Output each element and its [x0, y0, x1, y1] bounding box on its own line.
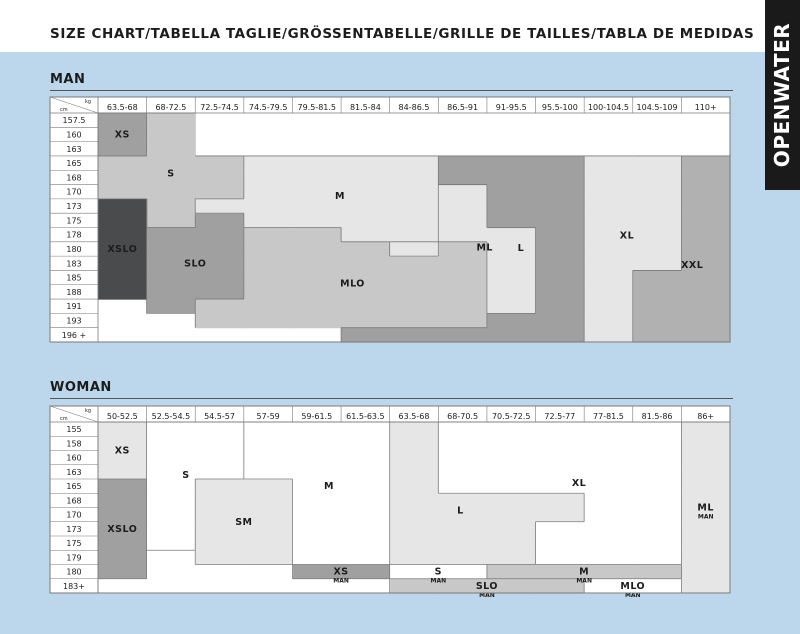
woman-zone-cell	[244, 565, 293, 580]
woman-height-label: 183+	[63, 581, 85, 591]
woman-zone-cell	[147, 550, 196, 565]
woman-height-label: 170	[66, 510, 82, 520]
woman-zone-cell	[584, 508, 633, 523]
woman-zone-cell	[195, 465, 244, 480]
man-zone-label: M	[335, 191, 346, 203]
woman-height-label: 158	[66, 439, 82, 449]
woman-zone-cell	[292, 451, 341, 466]
woman-zone-cell	[487, 565, 536, 580]
man-weight-header: 74.5-79.5	[248, 103, 288, 112]
woman-zone-cell	[536, 451, 585, 466]
woman-zone-cell	[195, 422, 244, 437]
woman-zone-cell	[438, 422, 487, 437]
woman-zone-cell	[390, 422, 439, 437]
man-height-label: 183	[66, 259, 82, 269]
woman-zone-cell	[341, 479, 390, 494]
woman-zone-label: S	[434, 566, 442, 578]
woman-zone-cell	[390, 536, 439, 551]
woman-zone-cell	[147, 508, 196, 523]
woman-zone-cell	[438, 465, 487, 480]
woman-zone-cell	[292, 479, 341, 494]
man-zone-label: L	[517, 242, 525, 254]
man-height-label: 157.5	[62, 116, 86, 126]
woman-zone-cell	[195, 479, 244, 494]
woman-zone-cell	[487, 550, 536, 565]
woman-zone-cell	[390, 522, 439, 537]
man-height-label: 196 +	[61, 330, 87, 340]
woman-zone-cell	[681, 536, 730, 551]
woman-zone-sublabel: MAN	[624, 591, 641, 599]
woman-zone-cell	[292, 422, 341, 437]
man-height-label: 188	[66, 287, 82, 297]
woman-zone-cell	[341, 465, 390, 480]
woman-zone-cell	[292, 550, 341, 565]
woman-zone-cell	[584, 436, 633, 451]
woman-height-label: 165	[66, 482, 82, 492]
woman-zone-cell	[681, 465, 730, 480]
woman-weight-header: 63.5-68	[398, 412, 430, 421]
woman-zone-cell	[536, 508, 585, 523]
woman-zone-cell	[633, 508, 682, 523]
woman-height-label: 175	[66, 539, 82, 549]
woman-zone-cell	[195, 550, 244, 565]
woman-zone-label: SLO	[475, 580, 498, 592]
woman-weight-header: 52.5-54.5	[151, 412, 191, 421]
woman-zone-cell	[584, 479, 633, 494]
woman-zone-cell	[487, 436, 536, 451]
woman-zone-cell	[390, 465, 439, 480]
woman-zone-cell	[147, 522, 196, 537]
man-zone-label: S	[167, 168, 175, 180]
woman-zone-cell	[438, 451, 487, 466]
woman-zone-cell	[681, 565, 730, 580]
woman-cm-unit: cm	[60, 416, 68, 422]
man-weight-header: 68-72.5	[155, 103, 187, 112]
woman-zone-cell	[438, 479, 487, 494]
brand-label: OPENWATER	[770, 22, 794, 168]
man-height-label: 165	[66, 159, 82, 169]
man-height-label: 178	[66, 230, 82, 240]
man-kg-unit: kg	[85, 99, 92, 105]
woman-zone-cell	[681, 422, 730, 437]
woman-zone-cell	[681, 579, 730, 594]
man-zone-label: XS	[114, 129, 130, 141]
man-height-label: 168	[66, 173, 82, 183]
woman-zone-cell	[584, 465, 633, 480]
woman-zone-cell	[195, 436, 244, 451]
woman-weight-header: 57-59	[256, 412, 280, 421]
woman-height-label: 163	[66, 467, 82, 477]
woman-zone-sublabel: MAN	[576, 577, 592, 585]
woman-zone-cell	[341, 422, 390, 437]
woman-zone-cell	[244, 579, 293, 594]
woman-zone-cell	[244, 422, 293, 437]
woman-zone-cell	[244, 436, 293, 451]
woman-zone-cell	[633, 465, 682, 480]
woman-zone-label: XL	[571, 478, 587, 490]
woman-weight-header: 86+	[697, 412, 715, 421]
man-weight-header: 91-95.5	[495, 103, 527, 112]
woman-zone-label: M	[323, 481, 334, 493]
woman-zone-cell	[390, 550, 439, 565]
man-zone-label: SLO	[184, 258, 207, 270]
man-cm-unit: cm	[60, 107, 68, 113]
woman-zone-cell	[487, 493, 536, 508]
woman-zone-cell	[487, 536, 536, 551]
woman-zone-cell	[487, 465, 536, 480]
woman-zone-cell	[536, 493, 585, 508]
woman-zone-cell	[681, 550, 730, 565]
woman-zone-cell	[98, 493, 147, 508]
woman-zone-label: L	[457, 505, 464, 517]
woman-zone-cell	[244, 451, 293, 466]
man-weight-header: 95.5-100	[541, 103, 578, 112]
woman-zone-cell	[536, 550, 585, 565]
man-weight-header: 100-104.5	[587, 103, 629, 112]
woman-height-label: 180	[66, 567, 82, 577]
woman-zone-cell	[341, 522, 390, 537]
man-weight-header: 84-86.5	[398, 103, 430, 112]
man-weight-header: 110+	[694, 103, 717, 112]
man-zone-label: ML	[476, 242, 493, 254]
woman-zone-cell	[390, 436, 439, 451]
woman-zone-cell	[487, 522, 536, 537]
woman-zone-sublabel: MAN	[479, 591, 495, 599]
woman-zone-cell	[390, 493, 439, 508]
man-height-label: 185	[66, 273, 82, 283]
woman-zone-cell	[536, 436, 585, 451]
woman-zone-cell	[244, 536, 293, 551]
woman-zone-cell	[98, 508, 147, 523]
man-height-label: 175	[66, 216, 82, 226]
woman-zone-cell	[147, 422, 196, 437]
woman-zone-label: M	[579, 566, 590, 578]
woman-zone-cell	[487, 451, 536, 466]
woman-zone-cell	[292, 508, 341, 523]
man-weight-header: 86.5-91	[447, 103, 479, 112]
woman-zone-cell	[487, 508, 536, 523]
woman-zone-cell	[536, 422, 585, 437]
woman-zone-cell	[341, 536, 390, 551]
woman-zone-cell	[292, 493, 341, 508]
woman-zone-cell	[98, 422, 147, 437]
woman-zone-cell	[584, 493, 633, 508]
woman-zone-cell	[195, 451, 244, 466]
woman-weight-header: 54.5-57	[204, 412, 235, 421]
woman-zone-cell	[633, 422, 682, 437]
man-height-label: 160	[66, 130, 82, 140]
woman-zone-cell	[633, 436, 682, 451]
woman-zone-cell	[195, 579, 244, 594]
woman-zone-cell	[633, 565, 682, 580]
man-zone-label: XSLO	[107, 243, 138, 255]
woman-zone-cell	[633, 479, 682, 494]
woman-zone-cell	[147, 479, 196, 494]
woman-zone-cell	[633, 550, 682, 565]
woman-zone-sublabel: MAN	[697, 513, 714, 521]
man-heading: MAN	[50, 72, 86, 87]
woman-zone-cell	[292, 522, 341, 537]
woman-zone-cell	[341, 508, 390, 523]
woman-zone-cell	[633, 451, 682, 466]
man-height-label: 163	[66, 144, 82, 154]
man-weight-header: 104.5-109	[636, 103, 678, 112]
woman-zone-cell	[633, 536, 682, 551]
woman-zone-cell	[438, 536, 487, 551]
woman-height-label: 155	[66, 425, 82, 435]
woman-weight-header: 72.5-77	[544, 412, 576, 421]
woman-zone-cell	[390, 508, 439, 523]
woman-zone-cell	[195, 493, 244, 508]
man-height-label: 173	[66, 202, 82, 212]
woman-zone-cell	[147, 565, 196, 580]
woman-zone-cell	[584, 522, 633, 537]
man-zone-label: MLO	[340, 278, 365, 290]
woman-weight-header: 77-81.5	[593, 412, 624, 421]
woman-height-label: 168	[66, 496, 82, 506]
woman-zone-cell	[633, 522, 682, 537]
woman-zone-cell	[98, 579, 147, 594]
man-weight-header: 79.5-81.5	[297, 103, 337, 112]
woman-zone-cell	[147, 493, 196, 508]
man-weight-header: 81.5-84	[349, 103, 381, 112]
woman-zone-cell	[681, 479, 730, 494]
woman-zone-cell	[341, 451, 390, 466]
woman-zone-cell	[292, 536, 341, 551]
woman-zone-cell	[438, 522, 487, 537]
woman-kg-unit: kg	[85, 408, 92, 414]
page-title: SIZE CHART/TABELLA TAGLIE/GRÖSSENTABELLE/GRILLE DE TAILLES/TABLA DE MEDIDAS	[50, 26, 755, 42]
woman-zone-cell	[341, 550, 390, 565]
woman-height-label: 179	[66, 553, 82, 563]
woman-zone-cell	[98, 550, 147, 565]
man-zone-label: XXL	[681, 259, 704, 271]
woman-zone-cell	[487, 422, 536, 437]
woman-zone-label: XS	[333, 566, 349, 578]
woman-zone-cell	[244, 550, 293, 565]
man-zone-label: XL	[619, 230, 635, 242]
woman-zone-cell	[584, 451, 633, 466]
woman-zone-cell	[438, 550, 487, 565]
woman-zone-label: SM	[235, 516, 253, 528]
woman-heading: WOMAN	[50, 380, 112, 395]
woman-weight-header: 81.5-86	[641, 412, 673, 421]
woman-zone-cell	[98, 479, 147, 494]
woman-zone-cell	[584, 550, 633, 565]
woman-zone-cell	[147, 451, 196, 466]
woman-zone-cell	[681, 522, 730, 537]
woman-zone-label: ML	[697, 502, 714, 514]
woman-zone-label: XSLO	[107, 523, 138, 535]
woman-zone-cell	[98, 536, 147, 551]
woman-zone-cell	[195, 536, 244, 551]
woman-zone-cell	[536, 522, 585, 537]
woman-zone-cell	[536, 536, 585, 551]
man-height-label: 170	[66, 187, 82, 197]
woman-weight-header: 61.5-63.5	[346, 412, 385, 421]
woman-zone-cell	[244, 465, 293, 480]
woman-zone-cell	[244, 479, 293, 494]
woman-zone-cell	[390, 451, 439, 466]
woman-zone-sublabel: MAN	[333, 577, 349, 585]
woman-height-label: 173	[66, 524, 82, 534]
man-weight-header: 63.5-68	[106, 103, 138, 112]
woman-zone-cell	[292, 465, 341, 480]
man-height-label: 191	[66, 302, 82, 312]
woman-height-label: 160	[66, 453, 82, 463]
woman-zone-label: XS	[114, 445, 130, 457]
woman-zone-cell	[487, 479, 536, 494]
woman-zone-cell	[147, 436, 196, 451]
man-height-label: 180	[66, 244, 82, 254]
man-height-label: 193	[66, 316, 82, 326]
woman-zone-cell	[390, 479, 439, 494]
man-weight-header: 72.5-74.5	[200, 103, 239, 112]
woman-zone-cell	[98, 565, 147, 580]
woman-zone-cell	[292, 436, 341, 451]
woman-weight-header: 68-70.5	[447, 412, 479, 421]
woman-zone-cell	[584, 422, 633, 437]
woman-zone-cell	[341, 436, 390, 451]
woman-zone-sublabel: MAN	[430, 577, 447, 585]
woman-zone-label: MLO	[620, 580, 646, 592]
woman-zone-cell	[195, 565, 244, 580]
woman-weight-header: 59-61.5	[301, 412, 333, 421]
woman-zone-cell	[681, 451, 730, 466]
woman-zone-label: S	[182, 470, 190, 482]
woman-zone-cell	[147, 579, 196, 594]
woman-zone-cell	[681, 436, 730, 451]
woman-zone-cell	[438, 436, 487, 451]
woman-zone-cell	[147, 536, 196, 551]
woman-zone-cell	[584, 536, 633, 551]
woman-zone-cell	[98, 465, 147, 480]
woman-zone-cell	[341, 493, 390, 508]
woman-zone-cell	[244, 493, 293, 508]
woman-weight-header: 50-52.5	[106, 412, 138, 421]
woman-weight-header: 70.5-72.5	[491, 412, 531, 421]
woman-zone-cell	[633, 493, 682, 508]
